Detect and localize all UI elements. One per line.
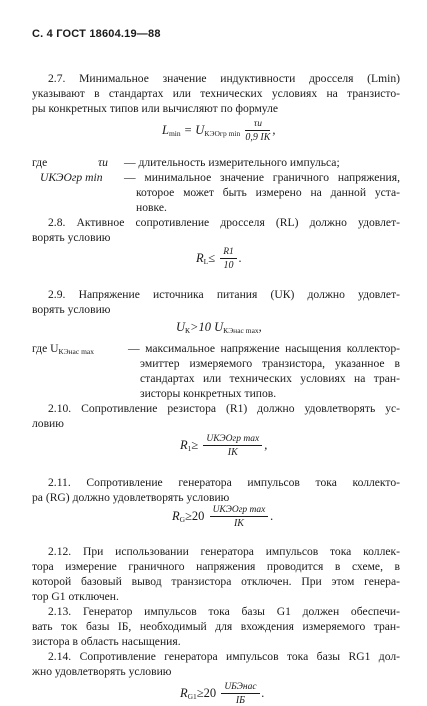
fraction: $\frac{\tau и}{0,9 IК}$ xyxy=(245,119,271,143)
s29-where: где $U_{КЭнас max}$ xyxy=(32,342,95,356)
s29-desc1: — максимальное напряжение насыщения коллектор- xyxy=(128,342,400,355)
formula-r1: $R_1\ge$ $\frac{\text{UКЭОгр max}}{IК}$ , xyxy=(180,434,268,458)
s29-desc3: стандартах или технических условиях на тран- xyxy=(140,372,400,385)
s27-u-desc2: которое может быть измерено на данной уста- xyxy=(136,186,400,199)
s27-line3: ры конкретных типов или вычисляют по формуле xyxy=(32,102,279,115)
s29-line1: 2.9. Напряжение источника питания (UК) должно удовлет- xyxy=(48,288,400,301)
s28-line2: ворять условию xyxy=(32,231,111,244)
s212-line1: 2.12. При использовании генератора импульсов тока коллек- xyxy=(48,545,400,558)
s27-line2: указывают в стандартах или технических условиях на транзисто- xyxy=(32,87,400,100)
s27-line1: 2.7. Минимальное значение индуктивности дросселя (Lmin) xyxy=(48,72,400,85)
s214-line1: 2.14. Сопротивление генератора импульсов тока базы RG1 дол- xyxy=(48,650,400,663)
formula-uk: $U_К>10$ $U_{КЭнас max}$, xyxy=(176,320,262,335)
s213-line3: зистора в область насыщения. xyxy=(32,635,181,648)
s210-line2: ловию xyxy=(32,417,64,430)
formula-rg: $R_G\ge 20$ $\frac{\text{UКЭОгр max}}{IК}$ . xyxy=(172,505,274,529)
s28-line1: 2.8. Активное сопротивление дросселя (RL) должно удовлет- xyxy=(48,216,400,229)
s213-line1: 2.13. Генератор импульсов тока базы G1 должен обеспечи- xyxy=(48,605,400,618)
s212-line2: тора измерение граничного напряжения проводится в схеме, в xyxy=(32,560,400,573)
s27-tau-symbol: τи xyxy=(98,156,108,169)
fraction: $\frac{\text{UКЭОгр max}}{IК}$ xyxy=(210,505,269,529)
formula-l-min: $L_{min} = U_{КЭОгр min}$ $\frac{\tau и}{0,9 IК}$ , xyxy=(162,119,276,143)
s29-desc4: зисторы конкретных типов. xyxy=(140,387,277,400)
s212-line3: которой базовый вывод транзистора отключен. При этом генера- xyxy=(32,575,400,588)
s27-tau-desc: — длительность измерительного импульса; xyxy=(124,156,340,169)
formula-rl: $R_L\le$ $\frac{R1}{10}$ . xyxy=(196,247,242,271)
s213-line2: вать ток базы IБ, необходимый для вхождения измеряемого тран- xyxy=(32,620,400,633)
s27-u-symbol: UКЭОгр min xyxy=(40,171,103,184)
fraction: $\frac{\text{UКЭОгр max}}{IК}$ xyxy=(203,434,262,458)
s212-line4: тор G1 отключен. xyxy=(32,590,119,603)
s29-line2: ворять условию xyxy=(32,303,111,316)
formula-rg1: $R_{G1}\ge 20$ $\frac{\text{UБЭнас}}{IБ}$ . xyxy=(180,682,265,706)
s211-line1: 2.11. Сопротивление генератора импульсов тока коллекто- xyxy=(48,476,400,489)
fraction: $\frac{\text{UБЭнас}}{IБ}$ xyxy=(221,682,259,706)
s214-line2: жно удовлетворять условию xyxy=(32,665,172,678)
s27-where: где xyxy=(32,156,48,169)
s27-u-desc1: — минимальное значение граничного напряжения, xyxy=(124,171,400,184)
s27-u-desc3: новке. xyxy=(136,201,167,214)
page-header: С. 4 ГОСТ 18604.19—88 xyxy=(32,28,161,40)
fraction: $\frac{R1}{10}$ xyxy=(220,247,237,271)
s211-line2: ра (RG) должно удовлетворять условию xyxy=(32,491,230,504)
s210-line1: 2.10. Сопротивление резистора (R1) должно удовлетворять ус- xyxy=(48,402,400,415)
s29-desc2: эмиттер измеряемого транзистора, указанное в xyxy=(140,357,400,370)
